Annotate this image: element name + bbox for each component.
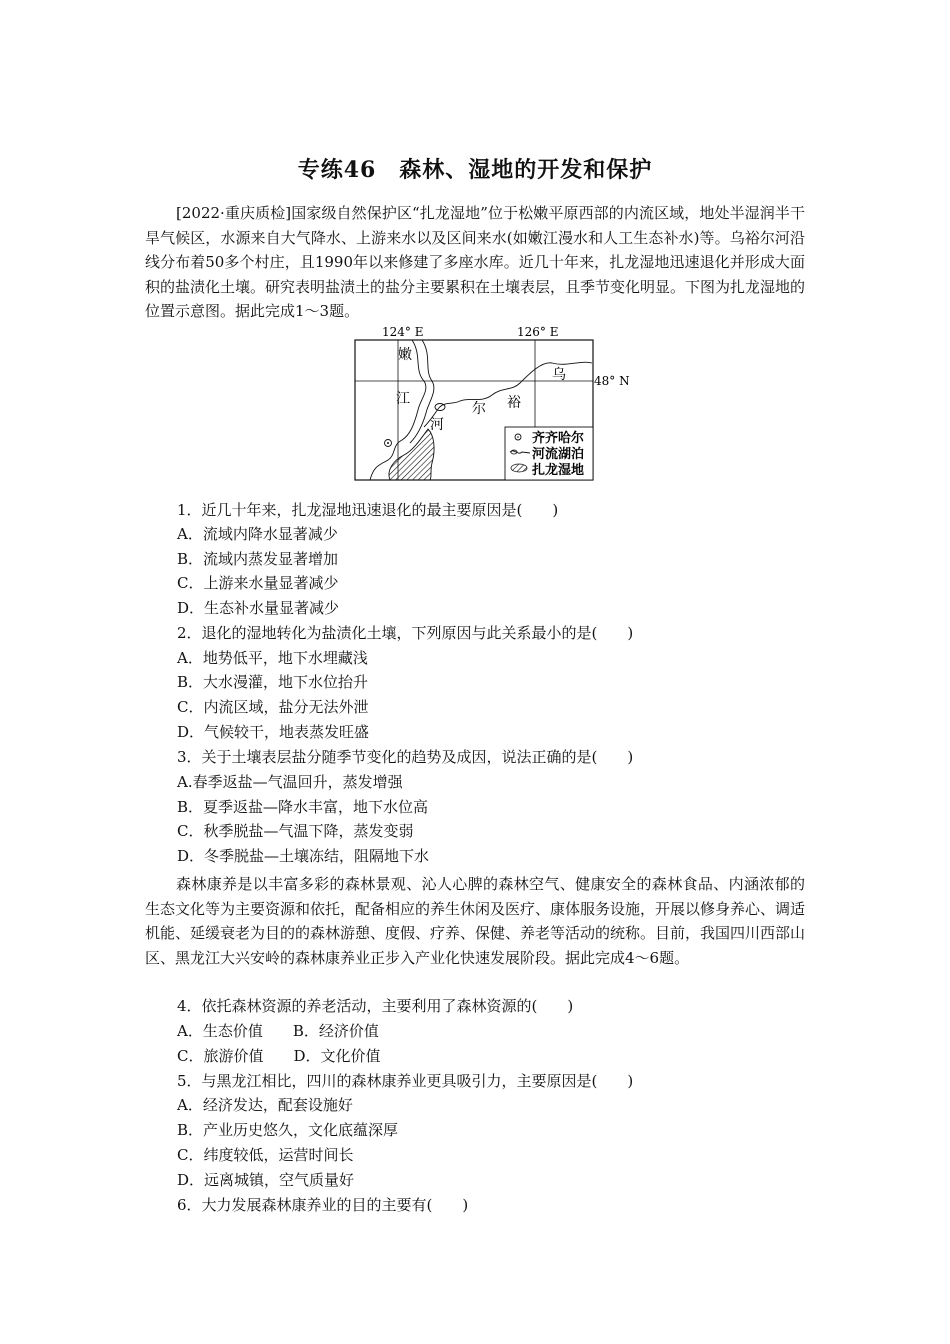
option-3a: A.春季返盐—气温回升，蒸发增强 bbox=[177, 773, 403, 791]
option-4ab: A．生态价值 B．经济价值 bbox=[177, 1022, 379, 1040]
option-5b: B．产业历史悠久，文化底蕴深厚 bbox=[177, 1121, 399, 1139]
label-nen: 嫩 bbox=[398, 347, 412, 363]
question-3: 3．关于土壤表层盐分随季节变化的趋势及成因，说法正确的是( ) bbox=[177, 748, 634, 766]
option-2b: B．大水漫灌，地下水位抬升 bbox=[177, 673, 369, 691]
option-3c: C．秋季脱盐—气温下降，蒸发变弱 bbox=[177, 822, 414, 840]
zhalong-location-map bbox=[352, 325, 630, 485]
label-yu: 裕 bbox=[507, 395, 521, 411]
legend-wetland-icon bbox=[511, 464, 527, 472]
passage-forest-wellness: 森林康养是以丰富多彩的森林景观、沁人心脾的森林空气、健康安全的森林食品、内涵浓郁的生态文化等为主要资源和依托，配备相应的养生休闲及医疗、康体服务设施，开展以修身养心、调适机能、延缓衰老为目的的森林游憩、度假、疗养、保健、养老等活动的统称。目前，我国四川西部山区、黑龙江大兴安岭的森林康养业正步入产业化快速发展阶段。据此完成4～6题。 bbox=[145, 875, 806, 967]
legend-river: 河流湖泊 bbox=[532, 447, 585, 462]
option-5d: D．远离城镇，空气质量好 bbox=[177, 1171, 355, 1189]
legend-wetland: 扎龙湿地 bbox=[532, 463, 585, 478]
option-1b: B．流域内蒸发显著增加 bbox=[177, 550, 339, 568]
lat-label-48: 48° N bbox=[594, 374, 630, 388]
question-4: 4．依托森林资源的养老活动，主要利用了森林资源的( ) bbox=[177, 997, 574, 1015]
label-jiang: 江 bbox=[396, 391, 410, 407]
option-2c: C．内流区域，盐分无法外泄 bbox=[177, 698, 369, 716]
page-title: 专练46 森林、湿地的开发和保护 bbox=[297, 157, 653, 183]
question-1: 1．近几十年来，扎龙湿地迅速退化的最主要原因是( ) bbox=[177, 501, 559, 519]
option-1a: A．流域内降水显著减少 bbox=[177, 525, 338, 543]
label-er: 尔 bbox=[472, 401, 486, 417]
option-3d: D．冬季脱盐—土壤冻结，阻隔地下水 bbox=[177, 847, 430, 865]
question-5: 5．与黑龙江相比，四川的森林康养业更具吸引力，主要原因是( ) bbox=[177, 1072, 634, 1090]
question-6: 6．大力发展森林康养业的目的主要有( ) bbox=[177, 1196, 469, 1214]
label-wu: 乌 bbox=[552, 367, 566, 383]
question-2: 2．退化的湿地转化为盐渍化土壤，下列原因与此关系最小的是( ) bbox=[177, 624, 634, 642]
option-1c: C．上游来水量显著减少 bbox=[177, 574, 339, 592]
lon-label-126: 126° E bbox=[517, 325, 559, 339]
option-2a: A．地势低平，地下水埋藏浅 bbox=[177, 649, 368, 667]
lon-label-124: 124° E bbox=[382, 325, 424, 339]
option-1d: D．生态补水量显著减少 bbox=[177, 599, 340, 617]
legend-city: 齐齐哈尔 bbox=[532, 431, 585, 446]
option-5a: A．经济发达，配套设施好 bbox=[177, 1096, 353, 1114]
option-4cd: C．旅游价值 D．文化价值 bbox=[177, 1047, 381, 1065]
option-3b: B．夏季返盐—降水丰富，地下水位高 bbox=[177, 798, 429, 816]
option-2d: D．气候较干，地表蒸发旺盛 bbox=[177, 723, 370, 741]
zhalong-wetland-area bbox=[389, 429, 434, 480]
option-5c: C．纬度较低，运营时间长 bbox=[177, 1146, 354, 1164]
passage-zhalong: [2022·重庆质检]国家级自然保护区“扎龙湿地”位于松嫩平原西部的内流区域，地处半湿润半干旱气候区，水源来自大气降水、上游来水以及区间来水(如嫩江漫水和人工生态补水)等。乌裕尔河沿线分布着50多个村庄，且1990年以来修建了多座水库。近几十年来，扎龙湿地迅速退化并形成大面积的盐渍化土壤。研究表明盐渍土的盐分主要累积在土壤表层，且季节变化明显。下图为扎龙湿地的位置示意图。据此完成1～3题。 bbox=[145, 204, 806, 321]
label-he: 河 bbox=[430, 417, 444, 433]
